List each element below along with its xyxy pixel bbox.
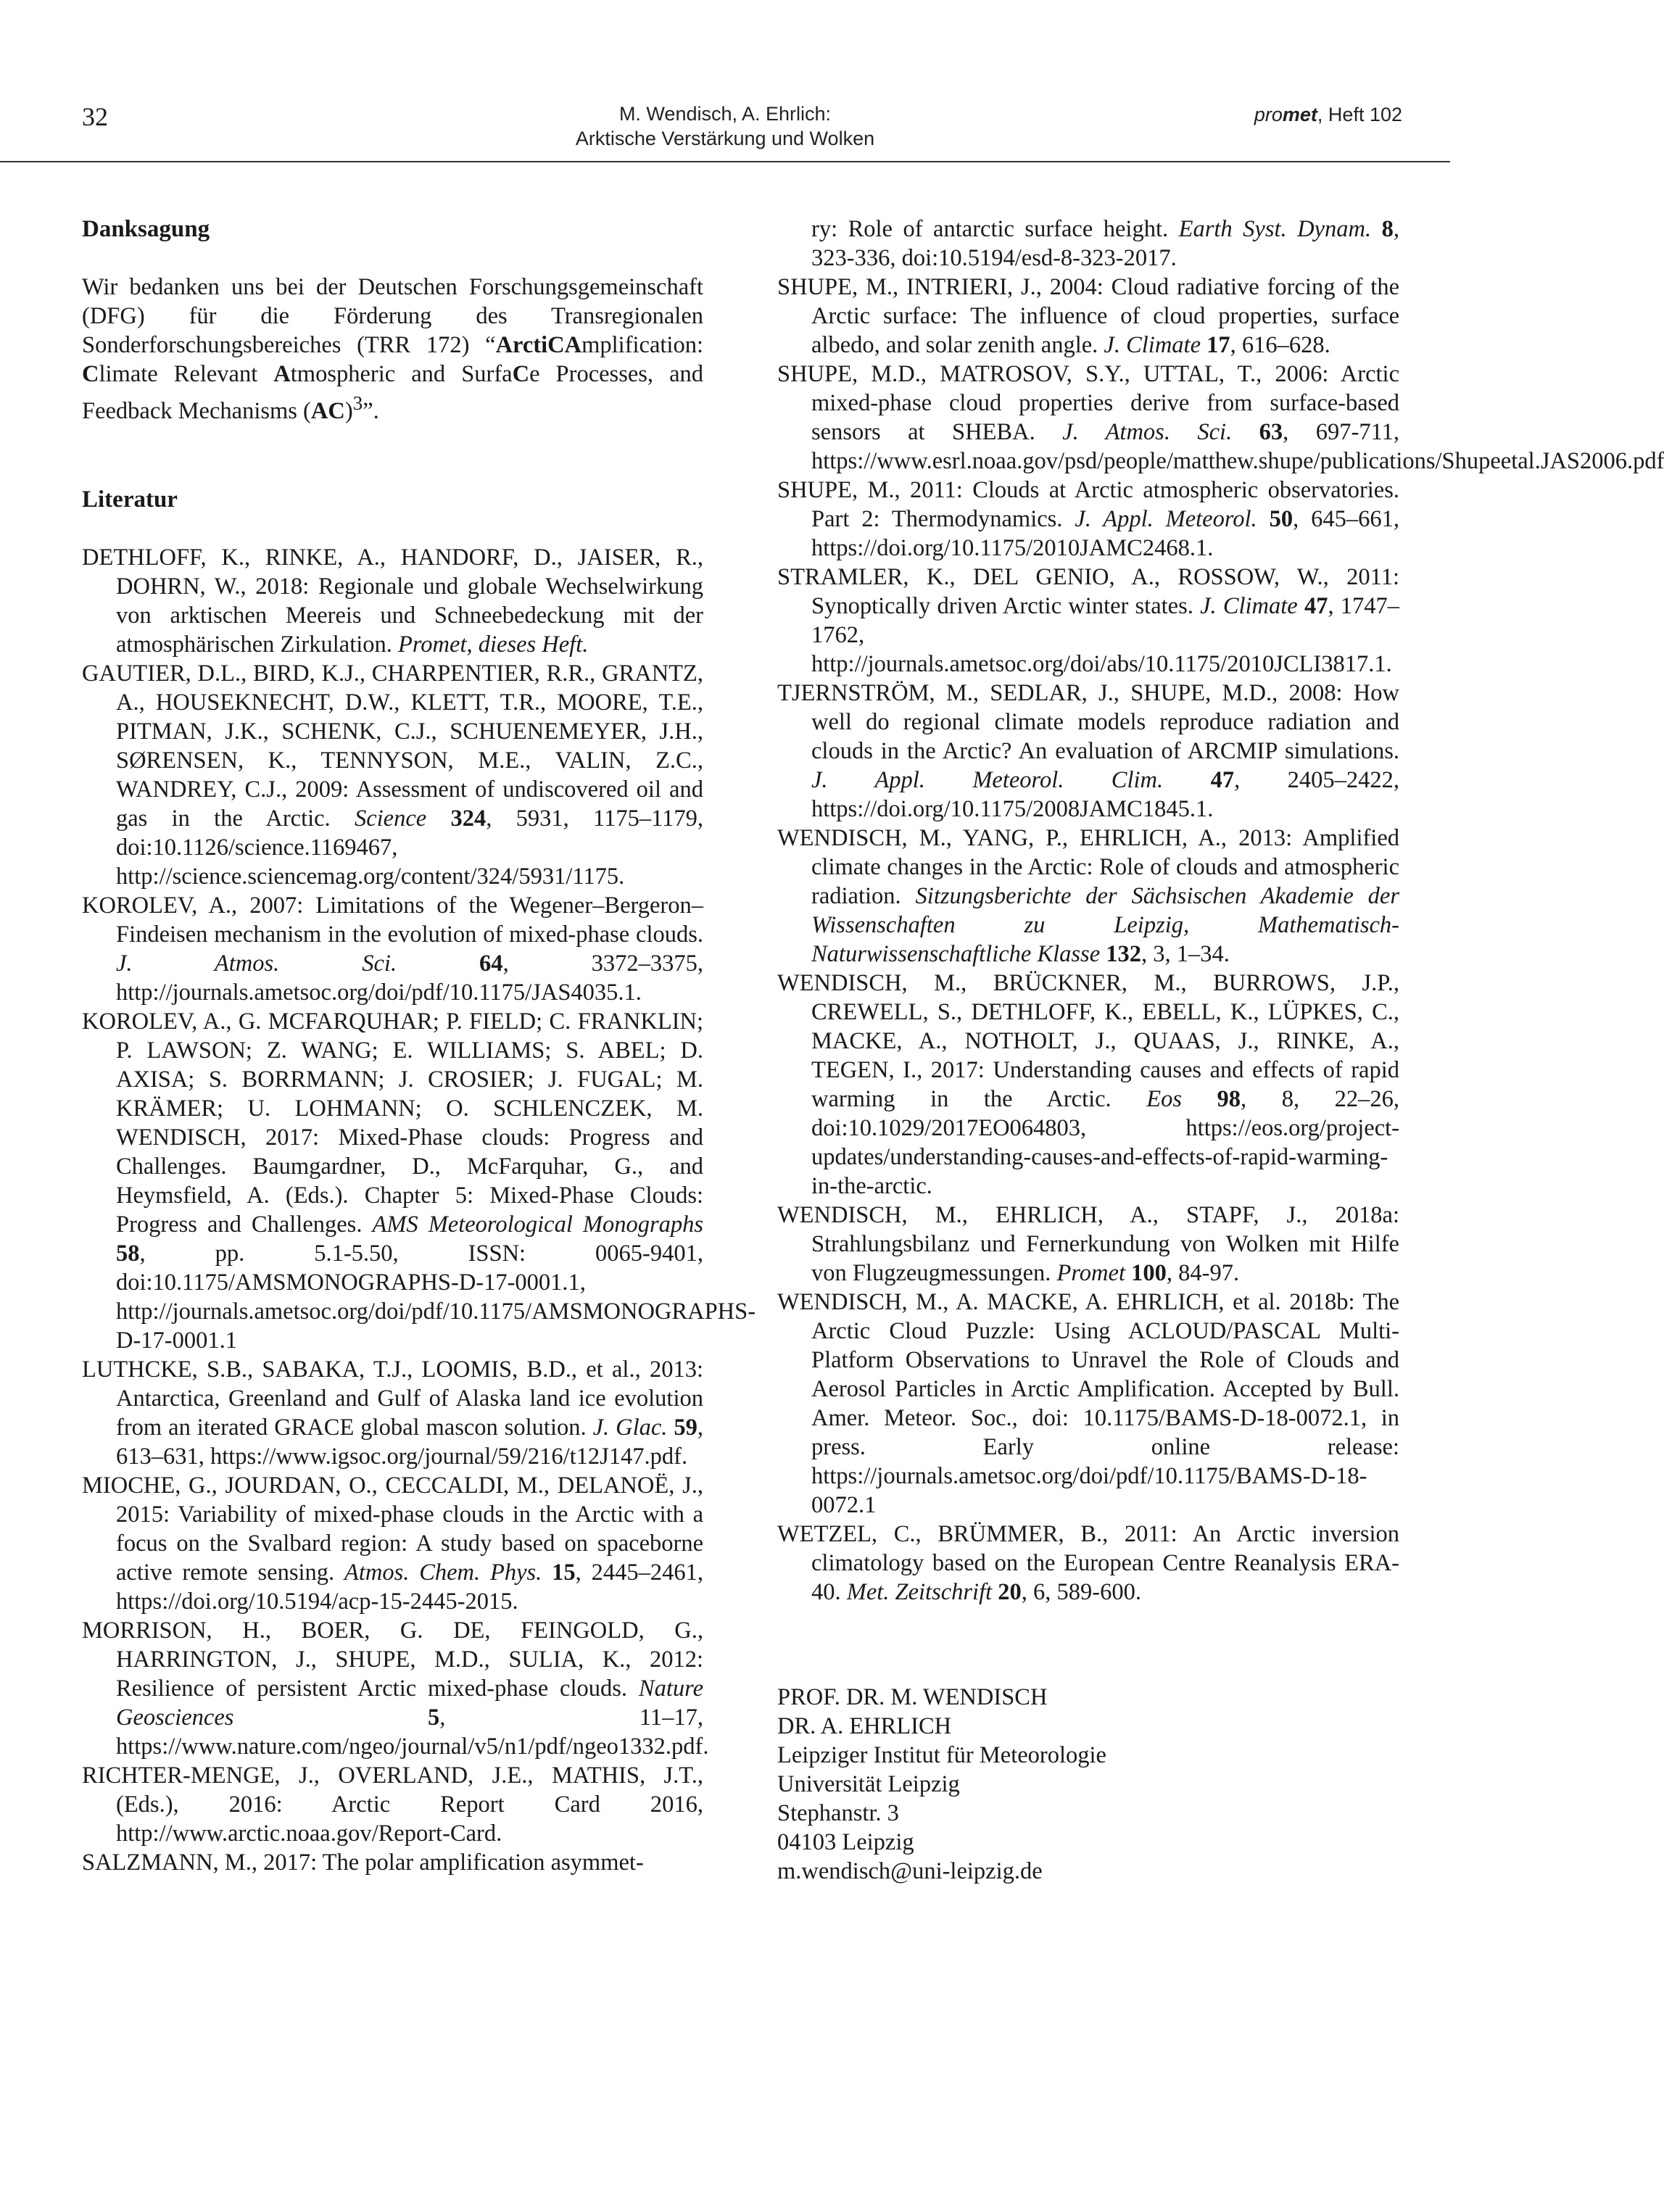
- page-number: 32: [82, 102, 108, 131]
- page-header: [0, 0, 1450, 174]
- author-address: [777, 1683, 1399, 1886]
- left-column: [82, 215, 756, 1877]
- reference-item: TJERNSTRÖM, M., SEDLAR, J., SHUPE, M.D., 2008: How well do regional climate models reproduce radiation and clouds in the Arctic? An evaluation of ARCMIP simulations. J. Appl. Meteorol. Clim. 47, 2405–2422, https://doi.org/10.1175/2008JAMC1845.1.: [777, 680, 1400, 822]
- reference-continuation: ry: Role of antarctic surface height. Earth Syst. Dynam. 8, 323-336, doi:10.5194/esd-8-323-2017.: [811, 216, 1400, 271]
- reference-item: SHUPE, M., 2011: Clouds at Arctic atmospheric observatories. Part 2: Thermodynamics. J. Appl. Meteorol. 50, 645–661, https://doi.org/10.1175/2010JAMC2468.1.: [777, 477, 1400, 561]
- reference-item: KOROLEV, A., G. MCFARQUHAR; P. FIELD; C. FRANKLIN; P. LAWSON; Z. WANG; E. WILLIAMS; S. ABEL; D. AXISA; S. BORRMANN; J. CROSIER; J. FUGAL; M. KRÄMER; U. LOHMANN; O. SCHLENCZEK, M. WENDISCH, 2017: Mixed-Phase clouds: Progress and Challenges. Baumgardner, D., McFarquhar, G., and Heymsfield, A. (Eds.). Chapter 5: Mixed-Phase Clouds: Progress and Challenges. AMS Meteorological Monographs 58, pp. 5.1-5.50, ISSN: 0065-9401, doi:10.1175/AMSMONOGRAPHS-D-17-0001.1, http://journals.ametsoc.org/doi/pdf/10.1175/AMSMONOGRAPHS-D-17-0001.1: [82, 1008, 756, 1354]
- address-line: 04103 Leipzig: [777, 1829, 914, 1855]
- reference-item: WENDISCH, M., EHRLICH, A., STAPF, J., 2018a: Strahlungsbilanz und Fernerkundung von Wolken mit Hilfe von Flugzeugmessungen. Promet 100, 84-97.: [777, 1202, 1399, 1286]
- email-address: m.wendisch@uni-leipzig.de: [777, 1858, 1043, 1884]
- reference-item: MIOCHE, G., JOURDAN, O., CECCALDI, M., DELANOË, J., 2015: Variability of mixed-phase clouds in the Arctic with a focus on the Svalbard region: A study based on spaceborne active remote sensing. Atmos. Chem. Phys. 15, 2445–2461, https://doi.org/10.5194/acp-15-2445-2015.: [82, 1472, 704, 1615]
- reference-item: KOROLEV, A., 2007: Limitations of the Wegener–Bergeron–Findeisen mechanism in the evolution of mixed-phase clouds. J. Atmos. Sci. 64, 3372–3375, http://journals.ametsoc.org/doi/pdf/10.1175/JAS4035.1.: [82, 892, 704, 1006]
- reference-item: SALZMANN, M., 2017: The polar amplification asymmet-: [82, 1849, 644, 1876]
- address-line: Stephanstr. 3: [777, 1800, 899, 1826]
- acknowledgment-heading: Danksagung: [82, 216, 210, 242]
- journal-issue-number: , Heft 102: [1317, 104, 1402, 125]
- running-head-title: Arktische Verstärkung und Wolken: [575, 128, 875, 149]
- reference-item: GAUTIER, D.L., BIRD, K.J., CHARPENTIER, R.R., GRANTZ, A., HOUSEKNECHT, D.W., KLETT, T.R., MOORE, T.E., PITMAN, J.K., SCHENK, C.J., SCHUENEMEYER, J.H., SØRENSEN, K., TENNYSON, M.E., VALIN, Z.C., WANDREY, C.J., 2009: Assessment of undiscovered oil and gas in the Arctic. Science 324, 5931, 1175–1179, doi:10.1126/science.1169467, http://science.sciencemag.org/content/324/5931/1175.: [82, 660, 704, 890]
- running-head-authors: M. Wendisch, A. Ehrlich:: [618, 103, 832, 125]
- reference-item: RICHTER-MENGE, J., OVERLAND, J.E., MATHIS, J.T., (Eds.), 2016: Arctic Report Card 2016, http://www.arctic.noaa.gov/Report-Card.: [82, 1762, 703, 1847]
- header-rule: [0, 161, 1450, 162]
- address-line: PROF. DR. M. WENDISCH: [777, 1684, 1048, 1710]
- address-line: Leipziger Institut für Meteorologie: [777, 1742, 1106, 1768]
- journal-brand-met: met: [1282, 104, 1317, 125]
- reference-item: WENDISCH, M., A. MACKE, A. EHRLICH, et al. 2018b: The Arctic Cloud Puzzle: Using ACLOUD/PASCAL Multi-Platform Observations to Unravel the Role of Clouds and Aerosol Particles in Arctic Amplification. Accepted by Bull. Amer. Meteor. Soc., doi: 10.1175/BAMS-D-18-0072.1, in press. Early online release: https://journals.ametsoc.org/doi/pdf/10.1175/BAMS-D-18-0072.1: [777, 1289, 1399, 1518]
- address-line: DR. A. EHRLICH: [777, 1713, 952, 1739]
- reference-list-left: [82, 543, 756, 1877]
- reference-item: SHUPE, M., INTRIERI, J., 2004: Cloud radiative forcing of the Arctic surface: The influence of cloud properties, surface albedo, and solar zenith angle. J. Climate 17, 616–628.: [777, 274, 1399, 358]
- right-column: [777, 215, 1664, 1886]
- reference-item: SHUPE, M.D., MATROSOV, S.Y., UTTAL, T., 2006: Arctic mixed-phase cloud properties derive from surface-based sensors at SHEBA. J. Atmos. Sci. 63, 697-711, https://www.esrl.noaa.gov/psd/people/matthew.shupe/publications/Shupeetal.JAS2006.pdf: [777, 361, 1664, 474]
- journal-issue: [1254, 104, 1402, 126]
- acknowledgment-text: Wir bedanken uns bei der Deutschen Forschungsgemeinschaft (DFG) für die Förderung des Transregionalen Sonderforschungsbereiches (TRR 172) “ArctiCAmplification: Climate Relevant Atmospheric and SurfaCe Processes, and Feedback Mechanisms (AC)$^3$”.: [82, 274, 703, 424]
- reference-item: STRAMLER, K., DEL GENIO, A., ROSSOW, W., 2011: Synoptically driven Arctic winter states. J. Climate 47, 1747–1762, http://journals.ametsoc.org/doi/abs/10.1175/2010JCLI3817.1.: [777, 564, 1400, 677]
- reference-item: WENDISCH, M., YANG, P., EHRLICH, A., 2013: Amplified climate changes in the Arctic: Role of clouds and atmospheric radiation. Sitzungsberichte der Sächsischen Akademie der Wissenschaften zu Leipzig, Mathematisch-Naturwissenschaftliche Klasse 132, 3, 1–34.: [777, 825, 1400, 967]
- reference-item: MORRISON, H., BOER, G. DE, FEINGOLD, G., HARRINGTON, J., SHUPE, M.D., SULIA, K., 2012: Resilience of persistent Arctic mixed-phase clouds. Nature Geosciences 5, 11–17, https://www.nature.com/ngeo/journal/v5/n1/pdf/ngeo1332.pdf.: [82, 1617, 709, 1760]
- reference-item: LUTHCKE, S.B., SABAKA, T.J., LOOMIS, B.D., et al., 2013: Antarctica, Greenland and Gulf of Alaska land ice evolution from an iterated GRACE global mascon solution. J. Glac. 59, 613–631, https://www.igsoc.org/journal/59/216/t12J147.pdf.: [82, 1356, 703, 1470]
- reference-item: DETHLOFF, K., RINKE, A., HANDORF, D., JAISER, R., DOHRN, W., 2018: Regionale und globale Wechselwirkung von arktischen Meereis und Schneebedeckung mit der atmosphärischen Zirkulation. Promet, dieses Heft.: [82, 544, 703, 658]
- journal-brand-pro: pro: [1254, 104, 1283, 125]
- reference-list-right: [777, 215, 1664, 1607]
- literature-heading: Literatur: [82, 486, 178, 513]
- reference-item: WETZEL, C., BRÜMMER, B., 2011: An Arctic inversion climatology based on the European Centre Reanalysis ERA-40. Met. Zeitschrift 20, 6, 589-600.: [777, 1521, 1399, 1605]
- address-line: Universität Leipzig: [777, 1771, 960, 1797]
- reference-item: WENDISCH, M., BRÜCKNER, M., BURROWS, J.P., CREWELL, S., DETHLOFF, K., EBELL, K., LÜPKES, C., MACKE, A., NOTHOLT, J., QUAAS, J., RINKE, A., TEGEN, I., 2017: Understanding causes and effects of rapid warming in the Arctic. Eos 98, 8, 22–26, doi:10.1029/2017EO064803, https://eos.org/project-updates/understanding-causes-and-effects-of-rapid-warming-in-the-arctic.: [777, 970, 1399, 1199]
